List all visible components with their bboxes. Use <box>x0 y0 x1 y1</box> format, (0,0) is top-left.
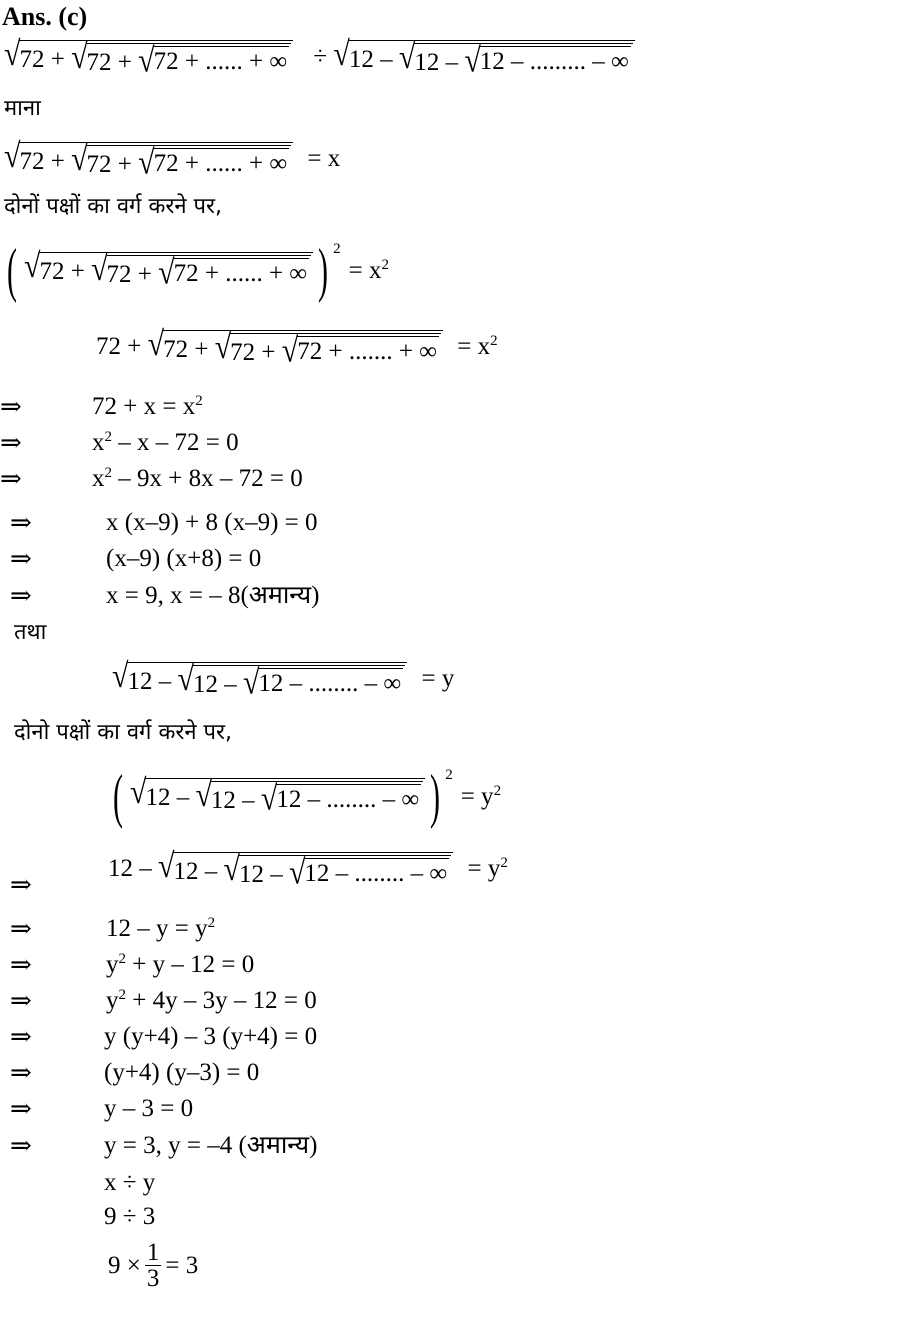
divide-sign: ÷ <box>313 43 328 70</box>
implies-arrow: ⇒ <box>0 392 22 421</box>
implies-arrow: ⇒ <box>10 581 32 610</box>
square-both-text: दोनों पक्षों का वर्ग करने पर, <box>4 194 223 219</box>
nested-root-12: √ 12 – √ 12 – √ 12 – ......... – ∞ <box>333 40 634 76</box>
answer-label: Ans. (c) <box>2 2 88 31</box>
final-x-div-y: x ÷ y <box>104 1169 156 1196</box>
squared-y-line: ( √ 12 – √ 12 – √ 12 – ........ – ∞ ) 2 = $y^2$ <box>112 763 502 829</box>
step-y-7: y = 3, y = –4 (अमान्य) <box>104 1132 318 1159</box>
nested-root-72: √ 72 + √ 72 + √ 72 + ...... + ∞ <box>4 40 293 76</box>
final-result: 9 × $\frac{1}{3}$ = 3 <box>108 1239 199 1292</box>
maana-text: माना <box>4 96 41 121</box>
tatha-text: तथा <box>14 620 47 645</box>
final-9-div-3: 9 ÷ 3 <box>104 1203 156 1230</box>
fraction-one-third: $\frac{1}{3}$ <box>146 1239 160 1292</box>
expanded-y-line: 12 – √ 12 – √ 12 – √ 12 – ........ – ∞ = $y^2$ <box>108 847 508 892</box>
step-x-5: (x–9) (x+8) = 0 <box>106 545 262 572</box>
implies-arrow: ⇒ <box>10 544 32 573</box>
step-y-5: (y+4) (y–3) = 0 <box>104 1059 260 1086</box>
implies-arrow: ⇒ <box>10 508 32 537</box>
implies-arrow: ⇒ <box>0 428 22 457</box>
let-x-line: √ 72 + √ 72 + √ 72 + ...... + ∞ = x <box>4 137 341 182</box>
expanded-x-line: 72 + √ 72 + √ 72 + √ 72 + ....... + ∞ = $x^2$ <box>96 325 498 370</box>
step-y-1: $12 - y = y^2$ <box>106 915 216 942</box>
step-x-4: x (x–9) + 8 (x–9) = 0 <box>106 509 318 536</box>
implies-arrow: ⇒ <box>10 914 32 943</box>
implies-arrow: ⇒ <box>10 1022 32 1051</box>
implies-arrow: ⇒ <box>10 870 32 899</box>
square-both-text-2: दोनो पक्षों का वर्ग करने पर, <box>14 720 233 745</box>
step-y-3: $y^2 + 4y - 3y - 12 = 0$ <box>106 987 317 1014</box>
step-x-2: $x^2 - x - 72 = 0$ <box>92 429 239 456</box>
step-y-2: $y^2 + y - 12 = 0$ <box>106 951 255 978</box>
implies-arrow: ⇒ <box>0 464 22 493</box>
step-x-3: $x^2 - 9x + 8x - 72 = 0$ <box>92 465 303 492</box>
step-x-6: x = 9, x = – 8(अमान्य) <box>106 582 320 609</box>
implies-arrow: ⇒ <box>10 1058 32 1087</box>
step-y-4: y (y+4) – 3 (y+4) = 0 <box>104 1023 318 1050</box>
implies-arrow: ⇒ <box>10 986 32 1015</box>
implies-arrow: ⇒ <box>10 1131 32 1160</box>
let-y-line: √ 12 – √ 12 – √ 12 – ........ – ∞ = y <box>112 657 455 702</box>
problem-expression <box>4 35 635 80</box>
step-y-6: y – 3 = 0 <box>104 1095 194 1122</box>
step-x-1: $72 + x = x^2$ <box>92 393 203 420</box>
implies-arrow: ⇒ <box>10 1094 32 1123</box>
squared-x-line: ( √ 72 + √ 72 + √ 72 + ...... + ∞ ) 2 = $x^2$ <box>6 237 389 303</box>
implies-arrow: ⇒ <box>10 950 32 979</box>
